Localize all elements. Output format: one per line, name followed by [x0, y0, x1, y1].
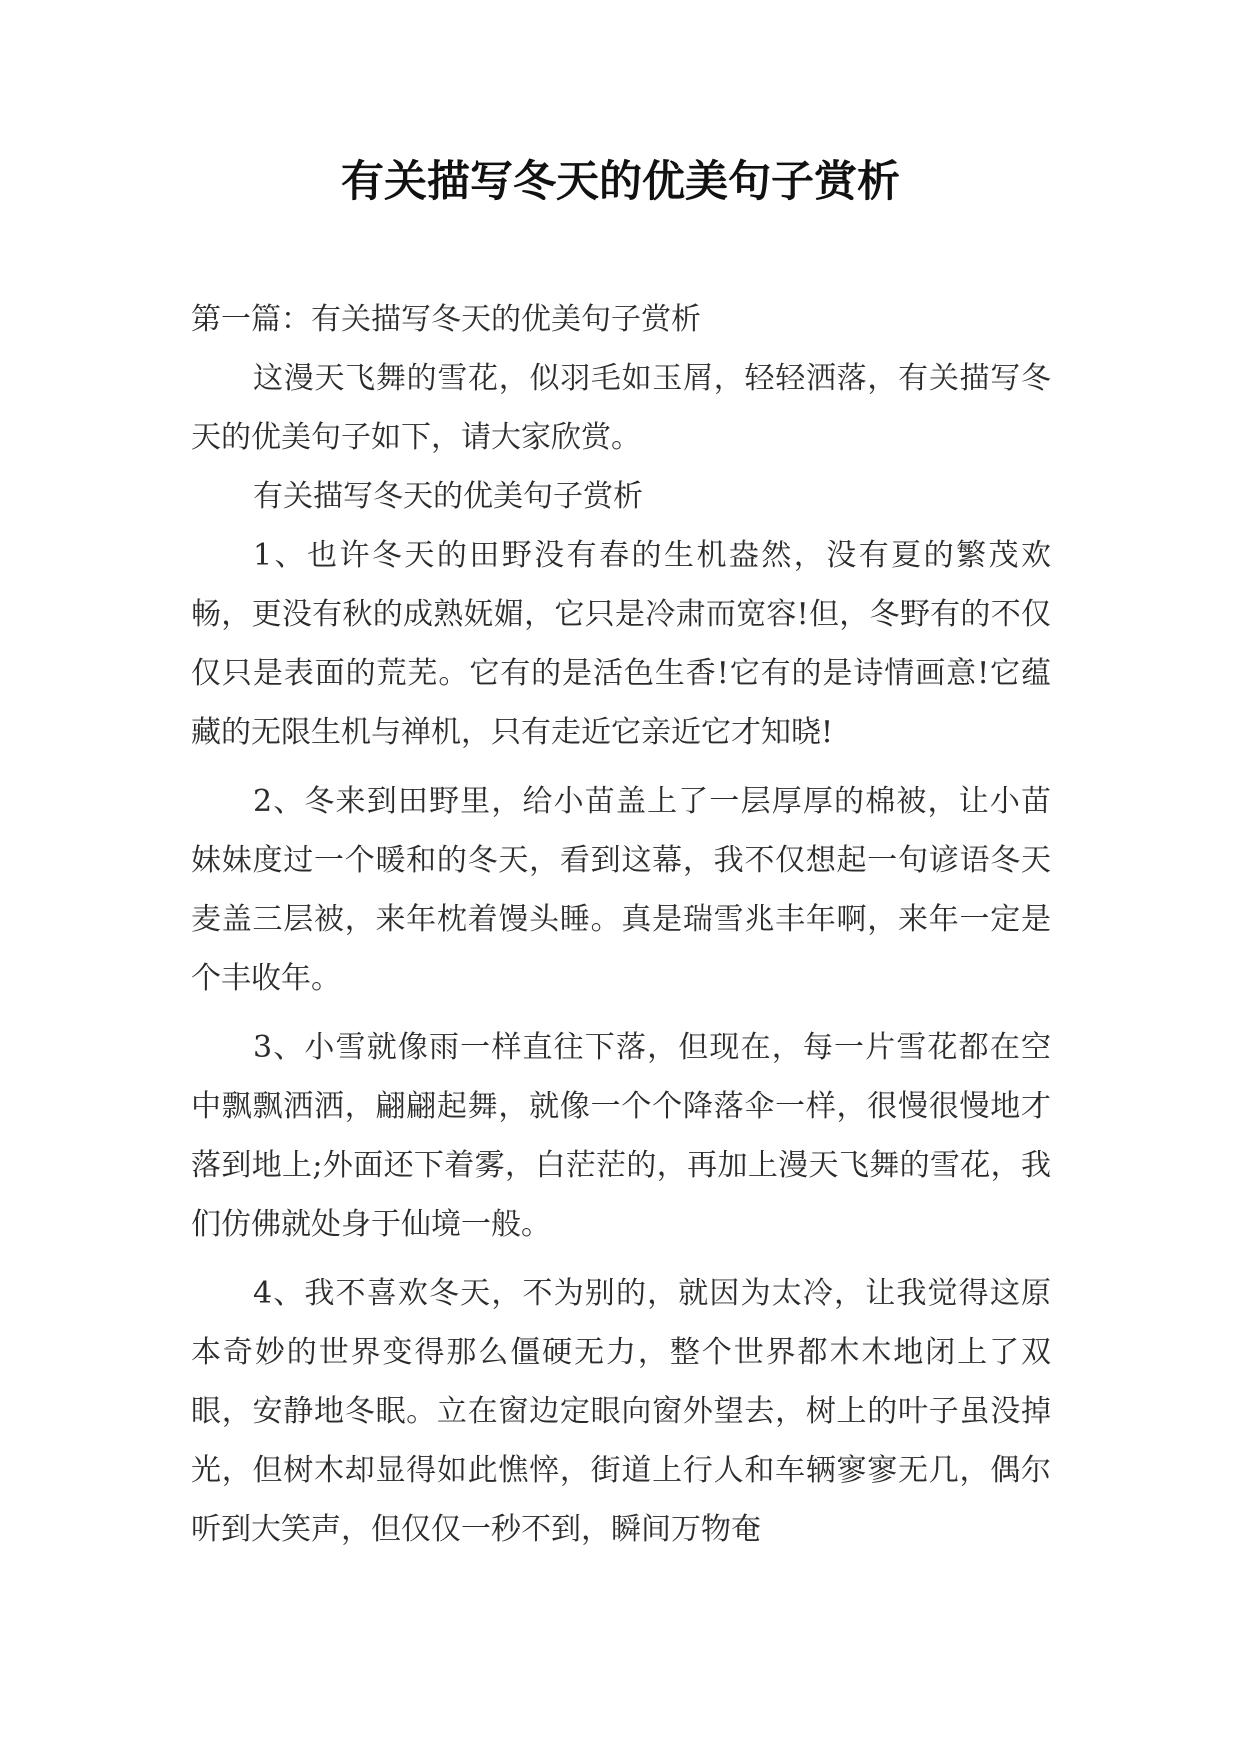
intro-paragraph: 这漫天飞舞的雪花，似羽毛如玉屑，轻轻洒落，有关描写冬天的优美句子如下，请大家欣赏。 — [191, 361, 1051, 455]
document-body — [191, 290, 1051, 1559]
section-heading: 第一篇：有关描写冬天的优美句子赏析 — [191, 302, 701, 337]
document-title: 有关描写冬天的优美句子赏析 — [341, 157, 900, 207]
sentence-paragraph-1: 1、也许冬天的田野没有春的生机盎然，没有夏的繁茂欢畅，更没有秋的成熟妩媚，它只是冷肃而宽容!但，冬野有的不仅仅只是表面的荒芜。它有的是活色生香!它有的是诗情画意!它蕴藏的无限生机与禅机，只有走近它亲近它才知晓! — [191, 538, 1051, 750]
sentence-paragraph-3: 3、小雪就像雨一样直往下落，但现在，每一片雪花都在空中飘飘洒洒，翩翩起舞，就像一个个降落伞一样，很慢很慢地才落到地上;外面还下着雾，白茫茫的，再加上漫天飞舞的雪花，我们仿佛就处身于仙境一般。 — [191, 1030, 1051, 1242]
sentence-paragraph-2: 2、冬来到田野里，给小苗盖上了一层厚厚的棉被，让小苗妹妹度过一个暖和的冬天，看到这幕，我不仅想起一句谚语冬天麦盖三层被，来年枕着馒头睡。真是瑞雪兆丰年啊，来年一定是个丰收年。 — [191, 784, 1051, 996]
subheading-paragraph: 有关描写冬天的优美句子赏析 — [253, 479, 643, 514]
sentence-paragraph-4: 4、我不喜欢冬天，不为别的，就因为太冷，让我觉得这原本奇妙的世界变得那么僵硬无力，整个世界都木木地闭上了双眼，安静地冬眠。立在窗边定眼向窗外望去，树上的叶子虽没掉光，但树木却显得如此憔悴，街道上行人和车辆寥寥无几，偶尔听到大笑声，但仅仅一秒不到，瞬间万物奄 — [191, 1276, 1051, 1547]
